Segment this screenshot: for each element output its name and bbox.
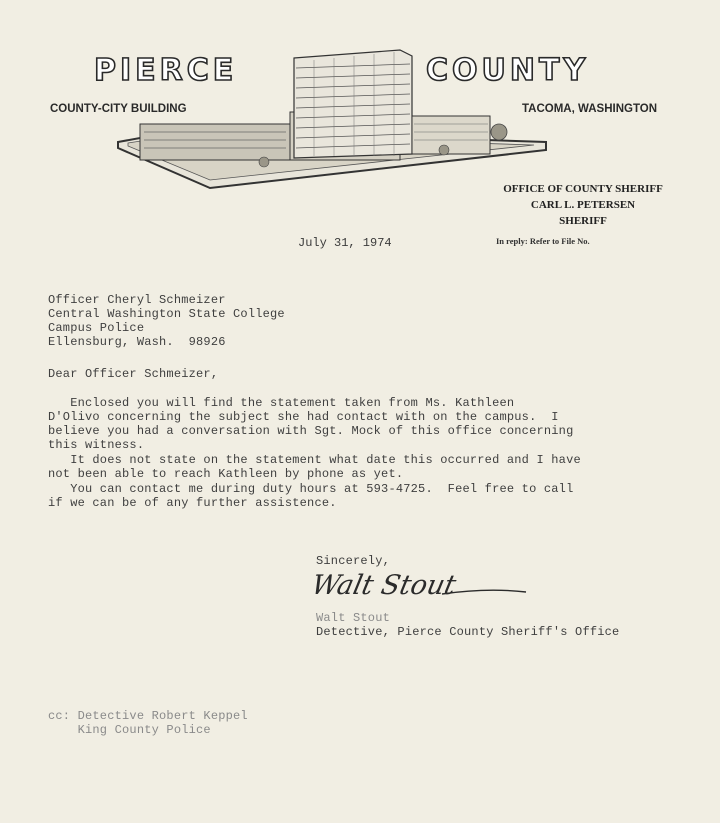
salutation: Dear Officer Schmeizer,: [48, 367, 219, 381]
closing-sincerely: Sincerely,: [316, 554, 391, 568]
body-paragraph-3-line: You can contact me during duty hours at 593-4725. Feel free to call: [48, 482, 574, 496]
letterhead-building-name: COUNTY-CITY BUILDING: [50, 103, 187, 115]
reply-reference-note: In reply: Refer to File No.: [496, 236, 590, 246]
cc-line: King County Police: [48, 723, 211, 737]
letterhead-title-left: PIERCE: [94, 53, 238, 88]
body-paragraph-2-line: It does not state on the statement what date this occurred and I have: [48, 453, 581, 467]
recipient-department: Campus Police: [48, 321, 145, 335]
signature-flourish: [440, 586, 530, 598]
body-paragraph-3-line: if we can be of any further assistence.: [48, 496, 337, 510]
body-paragraph-1-line: believe you had a conversation with Sgt. Mock of this office concerning: [48, 424, 574, 438]
body-paragraph-2-line: not been able to reach Kathleen by phone as yet.: [48, 467, 404, 481]
recipient-institution: Central Washington State College: [48, 307, 285, 321]
recipient-name: Officer Cheryl Schmeizer: [48, 293, 226, 307]
sheriff-name: CARL L. PETERSEN: [530, 199, 636, 211]
signer-title: Detective, Pierce County Sheriff's Office: [316, 625, 620, 639]
cc-line: cc: Detective Robert Keppel: [48, 709, 248, 723]
letter-date: July 31, 1974: [298, 236, 392, 250]
body-paragraph-1-line: this witness.: [48, 438, 145, 452]
office-title: OFFICE OF COUNTY SHERIFF: [503, 183, 663, 195]
letterhead-title-right: COUNTY: [426, 53, 590, 88]
sheriff-office-block: [470, 181, 696, 229]
county-city-building-illustration: [114, 46, 550, 196]
recipient-city: Ellensburg, Wash. 98926: [48, 335, 226, 349]
sheriff-title: SHERIFF: [559, 215, 607, 227]
signer-name: Walt Stout: [316, 611, 391, 625]
body-paragraph-1-line: Enclosed you will find the statement taken from Ms. Kathleen: [48, 396, 515, 410]
handwritten-signature: Walt Stout: [308, 570, 459, 601]
letterhead-location: TACOMA, WASHINGTON: [522, 103, 658, 115]
body-paragraph-1-line: D'Olivo concerning the subject she had contact with on the campus. I: [48, 410, 559, 424]
